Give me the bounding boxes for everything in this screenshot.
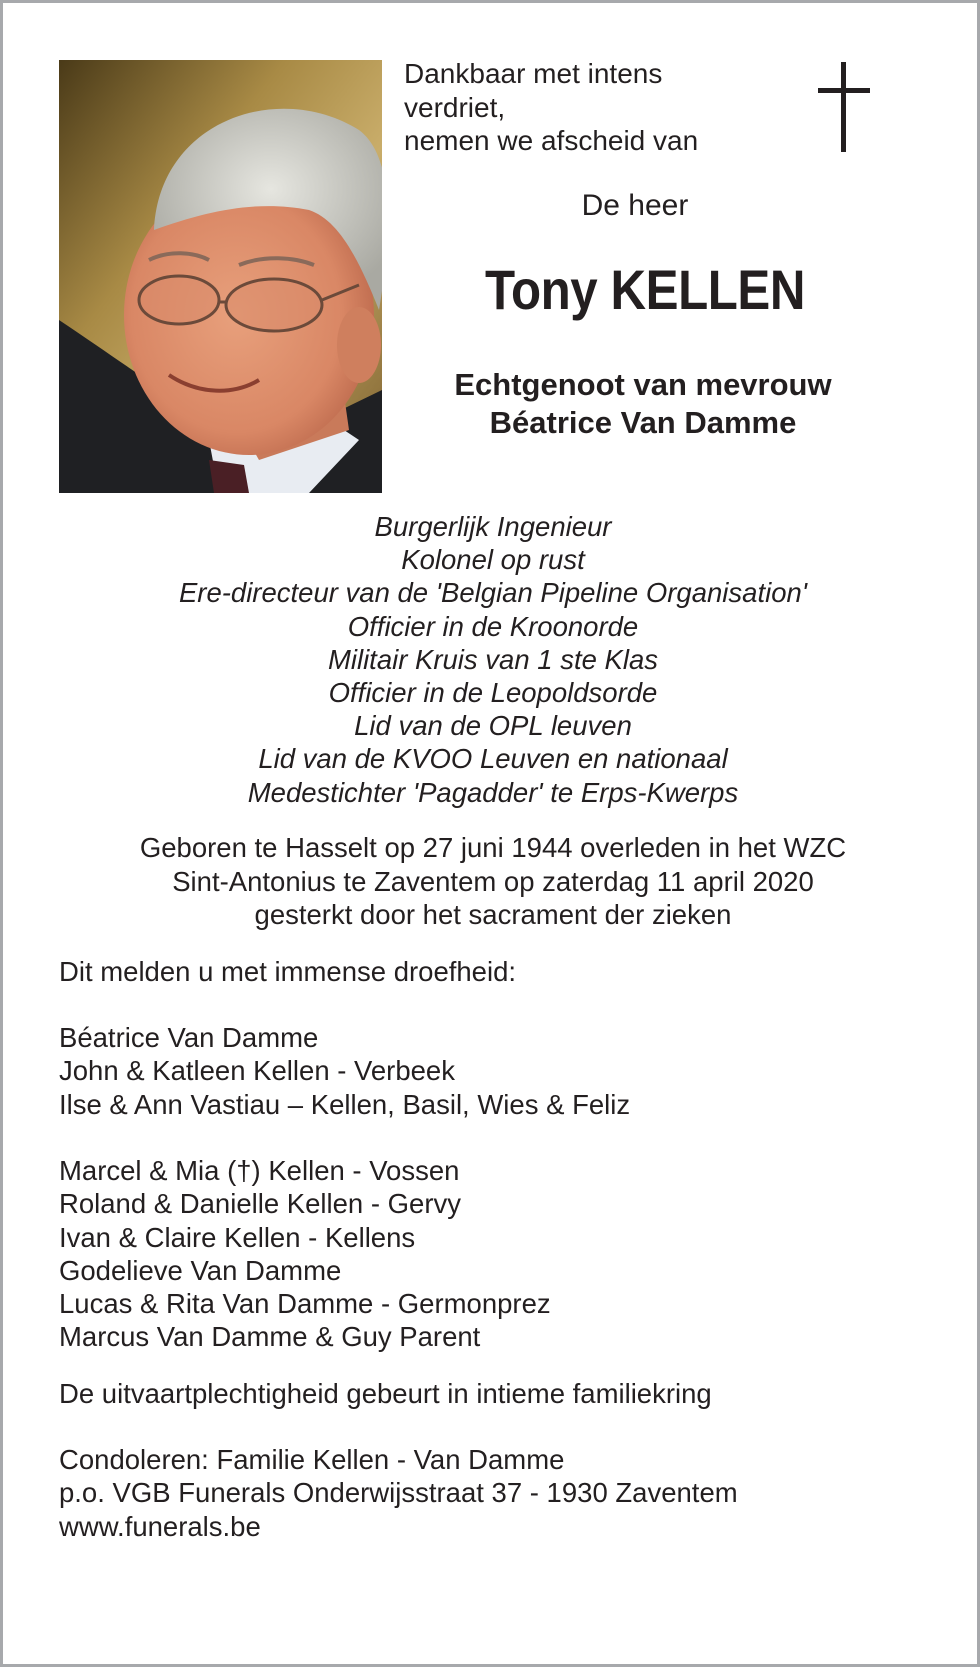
cross-icon xyxy=(818,62,870,152)
family-member: Lucas & Rita Van Damme - Germonprez xyxy=(59,1288,551,1320)
announcement: Dit melden u met immense droefheid: xyxy=(59,956,517,987)
family-member: Marcel & Mia (†) Kellen - Vossen xyxy=(59,1155,460,1186)
title-item: Ere-directeur van de 'Belgian Pipeline Organisation' xyxy=(178,577,808,609)
salutation: De heer xyxy=(581,189,689,222)
title-item: Lid van de KVOO Leuven en nationaal xyxy=(258,743,728,775)
family-member: Ivan & Claire Kellen - Kellens xyxy=(59,1221,416,1253)
family-member: Godelieve Van Damme xyxy=(59,1254,342,1286)
intro-text xyxy=(404,57,744,158)
birth-death-line: Geboren te Hasselt op 27 juni 1944 overleden in het WZC xyxy=(139,832,847,863)
intro-line: Dankbaar met intens xyxy=(404,58,663,89)
title-item: Lid van de OPL leuven xyxy=(354,710,632,742)
family-member: Ilse & Ann Vastiau – Kellen, Basil, Wies & Feliz xyxy=(59,1088,631,1120)
title-item: Kolonel op rust xyxy=(401,544,585,576)
birth-death-line: Sint-Antonius te Zaventem op zaterdag 11 april 2020 xyxy=(172,865,814,897)
title-item: Militair Kruis van 1 ste Klas xyxy=(327,643,659,675)
family-member: Béatrice Van Damme xyxy=(59,1022,319,1053)
spouse-line: Béatrice Van Damme xyxy=(489,405,797,440)
spouse-info xyxy=(403,366,883,442)
birth-death-line: gesterkt door het sacrament der zieken xyxy=(254,899,732,930)
family-member: Marcus Van Damme & Guy Parent xyxy=(59,1321,481,1353)
family-list-close xyxy=(59,1021,927,1121)
spouse-line: Echtgenoot van mevrouw xyxy=(454,367,832,402)
title-item: Officier in de Kroonorde xyxy=(347,610,639,642)
title-item: Burgerlijk Ingenieur xyxy=(374,511,612,542)
family-member: John & Katleen Kellen - Verbeek xyxy=(59,1055,455,1087)
contact-info xyxy=(59,1443,927,1543)
intro-line: nemen we afscheid van xyxy=(404,125,699,156)
deceased-name: Tony KELLEN xyxy=(484,258,806,321)
contact-line: p.o. VGB Funerals Onderwijsstraat 37 - 1930 Zaventem xyxy=(59,1477,738,1509)
title-item: Officier in de Leopoldsorde xyxy=(328,677,658,709)
birth-death-info xyxy=(59,831,927,932)
titles-list xyxy=(59,510,927,809)
website-link[interactable]: www.funerals.be xyxy=(59,1510,261,1542)
contact-line: Condoleren: Familie Kellen - Van Damme xyxy=(59,1444,565,1475)
intro-line: verdriet, xyxy=(404,91,506,123)
portrait-photo xyxy=(59,60,382,493)
family-member: Roland & Danielle Kellen - Gervy xyxy=(59,1188,461,1220)
ceremony-note: De uitvaartplechtigheid gebeurt in intieme familiekring xyxy=(59,1378,712,1409)
family-list-extended xyxy=(59,1154,927,1354)
title-item: Medestichter 'Pagadder' te Erps-Kwerps xyxy=(247,776,739,808)
